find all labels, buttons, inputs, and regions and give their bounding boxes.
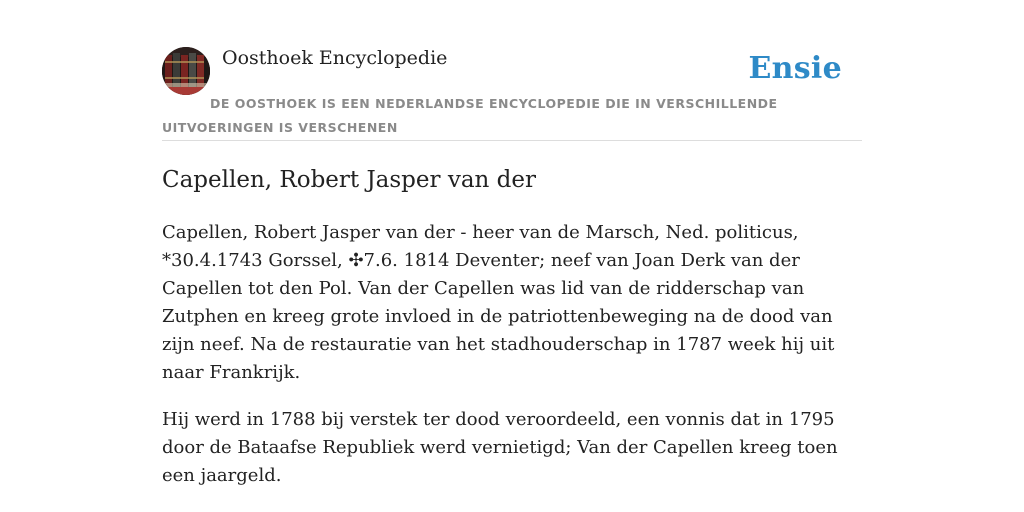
header	[162, 44, 862, 141]
article-body	[162, 219, 862, 490]
article-title: Capellen, Robert Jasper van der	[162, 167, 536, 193]
page	[162, 44, 862, 509]
site-tagline: DE OOSTHOEK IS EEN NEDERLANDSE ENCYCLOPEDIE DIE IN VERSCHILLENDE UITVOERINGEN IS VERSCHENEN	[162, 96, 778, 135]
site-name[interactable]: Oosthoek Encyclopedie	[222, 47, 448, 69]
brand-logo[interactable]: Ensie	[748, 51, 842, 86]
book-spines-icon[interactable]	[162, 47, 210, 95]
article-paragraph: Hij werd in 1788 bij verstek ter dood veroordeeld, een vonnis dat in 1795 door de Bataafse Republiek werd vernietigd; Van der Capellen kreeg toen een jaargeld.	[162, 409, 838, 486]
article-paragraph: Capellen, Robert Jasper van der - heer van de Marsch, Ned. politicus, *30.4.1743 Gorssel, ✣7.6. 1814 Deventer; neef van Joan Derk van der Capellen tot den Pol. Van der Capellen was lid van de ridderschap van Zutphen en kreeg grote invloed in de patriottenbeweging na de dood van zijn neef. Na de restauratie van het stadhouderschap in 1787 week hij uit naar Frankrijk.	[162, 222, 835, 383]
